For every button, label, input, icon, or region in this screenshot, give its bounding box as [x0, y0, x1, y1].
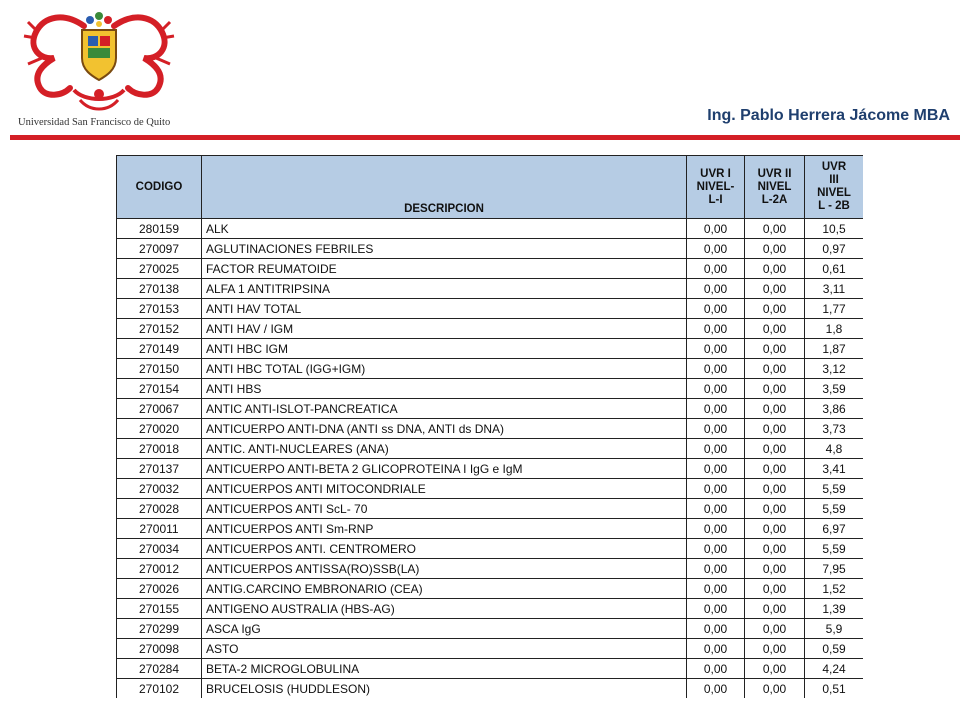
cell-uvr3: 3,73 — [805, 419, 864, 439]
cell-description: BRUCELOSIS (HUDDLESON) — [202, 679, 687, 699]
cell-uvr2: 0,00 — [745, 539, 805, 559]
cell-description: ANTICUERPOS ANTI ScL- 70 — [202, 499, 687, 519]
cell-description: ALFA 1 ANTITRIPSINA — [202, 279, 687, 299]
column-header-descripcion: DESCRIPCION — [202, 156, 687, 219]
cell-uvr3: 1,87 — [805, 339, 864, 359]
cell-uvr2: 0,00 — [745, 499, 805, 519]
cell-code: 270028 — [117, 499, 202, 519]
cell-uvr2: 0,00 — [745, 459, 805, 479]
uvr-table-container — [116, 155, 863, 698]
cell-code: 270152 — [117, 319, 202, 339]
cell-uvr1: 0,00 — [687, 579, 745, 599]
cell-description: ANTIGENO AUSTRALIA (HBS-AG) — [202, 599, 687, 619]
cell-uvr1: 0,00 — [687, 339, 745, 359]
cell-uvr2: 0,00 — [745, 599, 805, 619]
cell-uvr1: 0,00 — [687, 479, 745, 499]
cell-uvr1: 0,00 — [687, 259, 745, 279]
column-header-uvr3: UVR III NIVEL L - 2B — [805, 156, 864, 219]
cell-uvr2: 0,00 — [745, 259, 805, 279]
table-row — [117, 659, 864, 679]
table-row — [117, 619, 864, 639]
cell-description: BETA-2 MICROGLOBULINA — [202, 659, 687, 679]
cell-uvr3: 5,59 — [805, 499, 864, 519]
cell-uvr1: 0,00 — [687, 439, 745, 459]
cell-uvr3: 3,41 — [805, 459, 864, 479]
cell-uvr3: 5,59 — [805, 539, 864, 559]
cell-code: 270098 — [117, 639, 202, 659]
cell-description: ANTI HAV TOTAL — [202, 299, 687, 319]
table-row — [117, 299, 864, 319]
table-row — [117, 559, 864, 579]
cell-uvr3: 5,59 — [805, 479, 864, 499]
cell-uvr3: 1,8 — [805, 319, 864, 339]
cell-description: ANTIG.CARCINO EMBRONARIO (CEA) — [202, 579, 687, 599]
cell-uvr2: 0,00 — [745, 579, 805, 599]
cell-uvr3: 6,97 — [805, 519, 864, 539]
uvr-table — [116, 155, 863, 698]
cell-uvr2: 0,00 — [745, 299, 805, 319]
cell-code: 270154 — [117, 379, 202, 399]
cell-code: 270150 — [117, 359, 202, 379]
cell-uvr3: 4,24 — [805, 659, 864, 679]
table-row — [117, 479, 864, 499]
table-row — [117, 519, 864, 539]
cell-uvr2: 0,00 — [745, 239, 805, 259]
cell-description: ANTI HBC TOTAL (IGG+IGM) — [202, 359, 687, 379]
cell-uvr1: 0,00 — [687, 359, 745, 379]
table-row — [117, 399, 864, 419]
table-row — [117, 439, 864, 459]
cell-uvr2: 0,00 — [745, 519, 805, 539]
table-row — [117, 419, 864, 439]
author-name: Ing. Pablo Herrera Jácome MBA — [707, 107, 950, 124]
table-row — [117, 339, 864, 359]
cell-uvr3: 1,52 — [805, 579, 864, 599]
cell-uvr2: 0,00 — [745, 659, 805, 679]
cell-uvr3: 0,61 — [805, 259, 864, 279]
cell-code: 270018 — [117, 439, 202, 459]
table-row — [117, 319, 864, 339]
cell-code: 270153 — [117, 299, 202, 319]
cell-description: ANTICUERPOS ANTI Sm-RNP — [202, 519, 687, 539]
cell-code: 270097 — [117, 239, 202, 259]
cell-uvr3: 5,9 — [805, 619, 864, 639]
cell-uvr1: 0,00 — [687, 319, 745, 339]
cell-code: 270299 — [117, 619, 202, 639]
cell-uvr3: 1,77 — [805, 299, 864, 319]
cell-description: ANTI HBS — [202, 379, 687, 399]
cell-code: 270025 — [117, 259, 202, 279]
table-row — [117, 239, 864, 259]
cell-description: ASCA IgG — [202, 619, 687, 639]
cell-uvr2: 0,00 — [745, 379, 805, 399]
table-row — [117, 579, 864, 599]
table-row — [117, 679, 864, 699]
cell-uvr1: 0,00 — [687, 559, 745, 579]
cell-uvr1: 0,00 — [687, 399, 745, 419]
cell-uvr2: 0,00 — [745, 639, 805, 659]
cell-uvr1: 0,00 — [687, 219, 745, 239]
cell-uvr3: 3,12 — [805, 359, 864, 379]
cell-code: 270026 — [117, 579, 202, 599]
cell-code: 270102 — [117, 679, 202, 699]
university-name: Universidad San Francisco de Quito — [18, 117, 171, 128]
cell-code: 270011 — [117, 519, 202, 539]
cell-code: 280159 — [117, 219, 202, 239]
cell-code: 270032 — [117, 479, 202, 499]
cell-uvr1: 0,00 — [687, 499, 745, 519]
cell-description: ANTIC ANTI-ISLOT-PANCREATICA — [202, 399, 687, 419]
cell-description: ANTICUERPOS ANTI. CENTROMERO — [202, 539, 687, 559]
cell-uvr1: 0,00 — [687, 679, 745, 699]
cell-description: ALK — [202, 219, 687, 239]
cell-description: ASTO — [202, 639, 687, 659]
cell-uvr3: 3,59 — [805, 379, 864, 399]
cell-uvr1: 0,00 — [687, 539, 745, 559]
cell-description: AGLUTINACIONES FEBRILES — [202, 239, 687, 259]
cell-uvr1: 0,00 — [687, 279, 745, 299]
cell-uvr2: 0,00 — [745, 219, 805, 239]
cell-uvr1: 0,00 — [687, 519, 745, 539]
table-header-row — [117, 156, 864, 219]
cell-uvr2: 0,00 — [745, 619, 805, 639]
column-header-uvr1: UVR I NIVEL- L-I — [687, 156, 745, 219]
cell-uvr2: 0,00 — [745, 559, 805, 579]
cell-uvr3: 1,39 — [805, 599, 864, 619]
cell-code: 270149 — [117, 339, 202, 359]
cell-description: ANTICUERPOS ANTISSA(RO)SSB(LA) — [202, 559, 687, 579]
cell-uvr3: 0,59 — [805, 639, 864, 659]
cell-uvr3: 7,95 — [805, 559, 864, 579]
cell-uvr1: 0,00 — [687, 299, 745, 319]
cell-code: 270034 — [117, 539, 202, 559]
table-row — [117, 279, 864, 299]
cell-uvr2: 0,00 — [745, 339, 805, 359]
cell-description: ANTICUERPO ANTI-DNA (ANTI ss DNA, ANTI ds DNA) — [202, 419, 687, 439]
column-header-uvr2: UVR II NIVEL L-2A — [745, 156, 805, 219]
cell-description: ANTI HAV / IGM — [202, 319, 687, 339]
cell-uvr2: 0,00 — [745, 479, 805, 499]
cell-uvr2: 0,00 — [745, 359, 805, 379]
column-header-codigo: CODIGO — [117, 156, 202, 219]
dragon-crest-icon — [14, 8, 184, 120]
cell-uvr2: 0,00 — [745, 439, 805, 459]
cell-uvr1: 0,00 — [687, 239, 745, 259]
cell-uvr3: 4,8 — [805, 439, 864, 459]
cell-uvr3: 0,97 — [805, 239, 864, 259]
cell-code: 270284 — [117, 659, 202, 679]
cell-uvr3: 0,51 — [805, 679, 864, 699]
cell-uvr2: 0,00 — [745, 399, 805, 419]
cell-code: 270012 — [117, 559, 202, 579]
table-row — [117, 639, 864, 659]
cell-description: ANTIC. ANTI-NUCLEARES (ANA) — [202, 439, 687, 459]
cell-code: 270067 — [117, 399, 202, 419]
cell-description: FACTOR REUMATOIDE — [202, 259, 687, 279]
cell-uvr3: 10,5 — [805, 219, 864, 239]
cell-uvr3: 3,11 — [805, 279, 864, 299]
cell-uvr1: 0,00 — [687, 459, 745, 479]
cell-uvr2: 0,00 — [745, 419, 805, 439]
table-row — [117, 599, 864, 619]
table-row — [117, 259, 864, 279]
cell-uvr1: 0,00 — [687, 379, 745, 399]
cell-description: ANTICUERPO ANTI-BETA 2 GLICOPROTEINA I IgG e IgM — [202, 459, 687, 479]
cell-code: 270138 — [117, 279, 202, 299]
cell-uvr3: 3,86 — [805, 399, 864, 419]
cell-uvr1: 0,00 — [687, 619, 745, 639]
cell-uvr1: 0,00 — [687, 599, 745, 619]
table-row — [117, 499, 864, 519]
cell-uvr2: 0,00 — [745, 679, 805, 699]
cell-code: 270020 — [117, 419, 202, 439]
cell-description: ANTICUERPOS ANTI MITOCONDRIALE — [202, 479, 687, 499]
university-logo — [14, 8, 184, 132]
cell-uvr2: 0,00 — [745, 279, 805, 299]
cell-code: 270137 — [117, 459, 202, 479]
cell-uvr1: 0,00 — [687, 419, 745, 439]
header-divider — [10, 135, 960, 140]
table-row — [117, 359, 864, 379]
cell-uvr2: 0,00 — [745, 319, 805, 339]
cell-uvr1: 0,00 — [687, 639, 745, 659]
cell-description: ANTI HBC IGM — [202, 339, 687, 359]
table-row — [117, 539, 864, 559]
table-row — [117, 379, 864, 399]
cell-code: 270155 — [117, 599, 202, 619]
cell-uvr1: 0,00 — [687, 659, 745, 679]
table-row — [117, 219, 864, 239]
table-row — [117, 459, 864, 479]
